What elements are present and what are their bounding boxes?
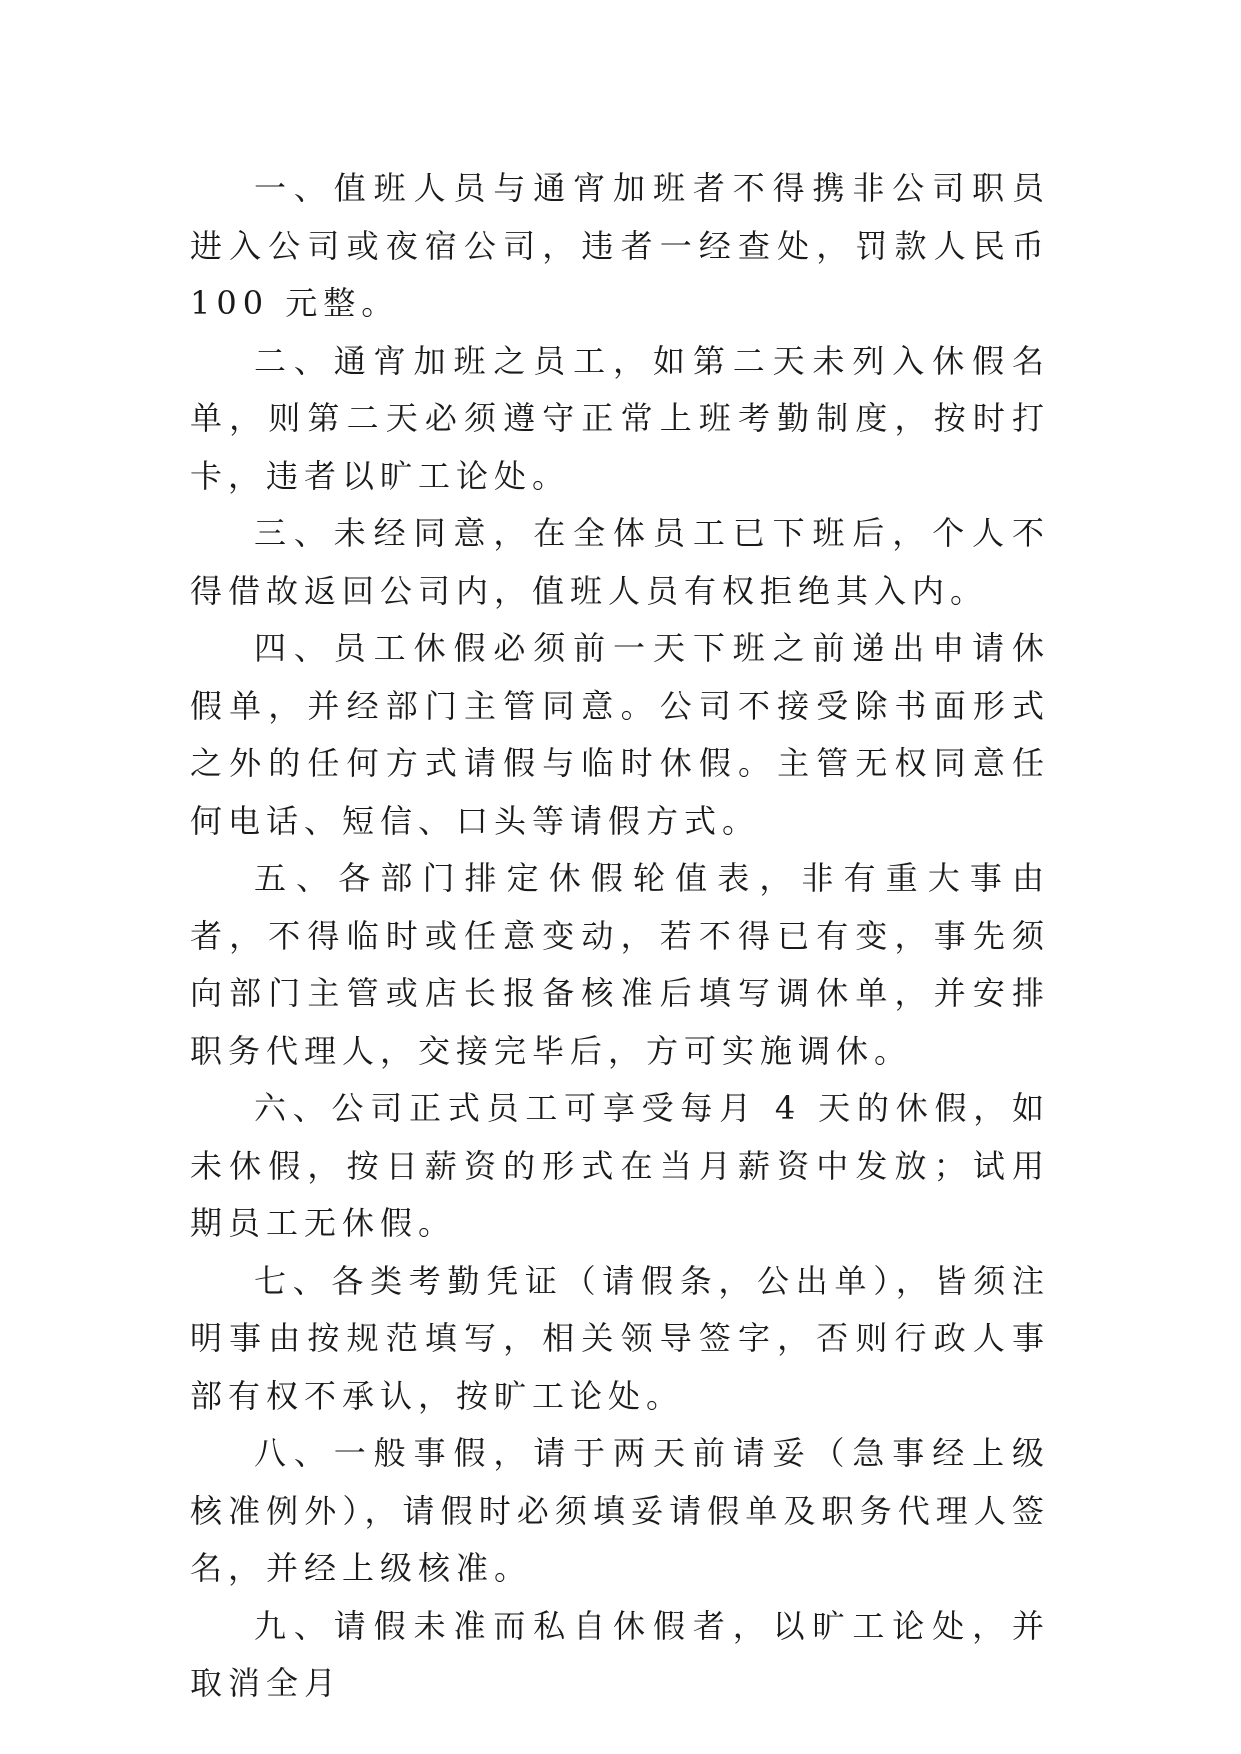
paragraph-3: 三、未经同意，在全体员工已下班后，个人不得借故返回公司内，值班人员有权拒绝其入内。 bbox=[190, 514, 1050, 610]
paragraph-9: 九、请假未准而私自休假者，以旷工论处，并取消全月 bbox=[190, 1606, 1050, 1702]
paragraph-8: 八、一般事假，请于两天前请妥（急事经上级核准例外），请假时必须填妥请假单及职务代理人签名，并经上级核准。 bbox=[190, 1434, 1050, 1587]
paragraph-4: 四、员工休假必须前一天下班之前递出申请休假单，并经部门主管同意。公司不接受除书面形式之外的任何方式请假与临时休假。主管无权同意任何电话、短信、口头等请假方式。 bbox=[190, 629, 1050, 840]
paragraph-1: 一、值班人员与通宵加班者不得携非公司职员进入公司或夜宿公司，违者一经查处，罚款人民币 100 元整。 bbox=[190, 169, 1050, 322]
paragraph-5: 五、各部门排定休假轮值表，非有重大事由者，不得临时或任意变动，若不得已有变，事先须向部门主管或店长报备核准后填写调休单，并安排职务代理人，交接完毕后，方可实施调休。 bbox=[190, 859, 1050, 1070]
paragraph-7: 七、各类考勤凭证（请假条，公出单），皆须注明事由按规范填写，相关领导签字，否则行政人事部有权不承认，按旷工论处。 bbox=[190, 1261, 1050, 1415]
paragraph-2: 二、通宵加班之员工，如第二天未列入休假名单，则第二天必须遵守正常上班考勤制度，按时打卡，违者以旷工论处。 bbox=[190, 341, 1050, 495]
paragraph-6: 六、公司正式员工可享受每月 4 天的休假，如未休假，按日薪资的形式在当月薪资中发放；试用期员工无休假。 bbox=[190, 1089, 1050, 1242]
document-body bbox=[190, 160, 1050, 1713]
